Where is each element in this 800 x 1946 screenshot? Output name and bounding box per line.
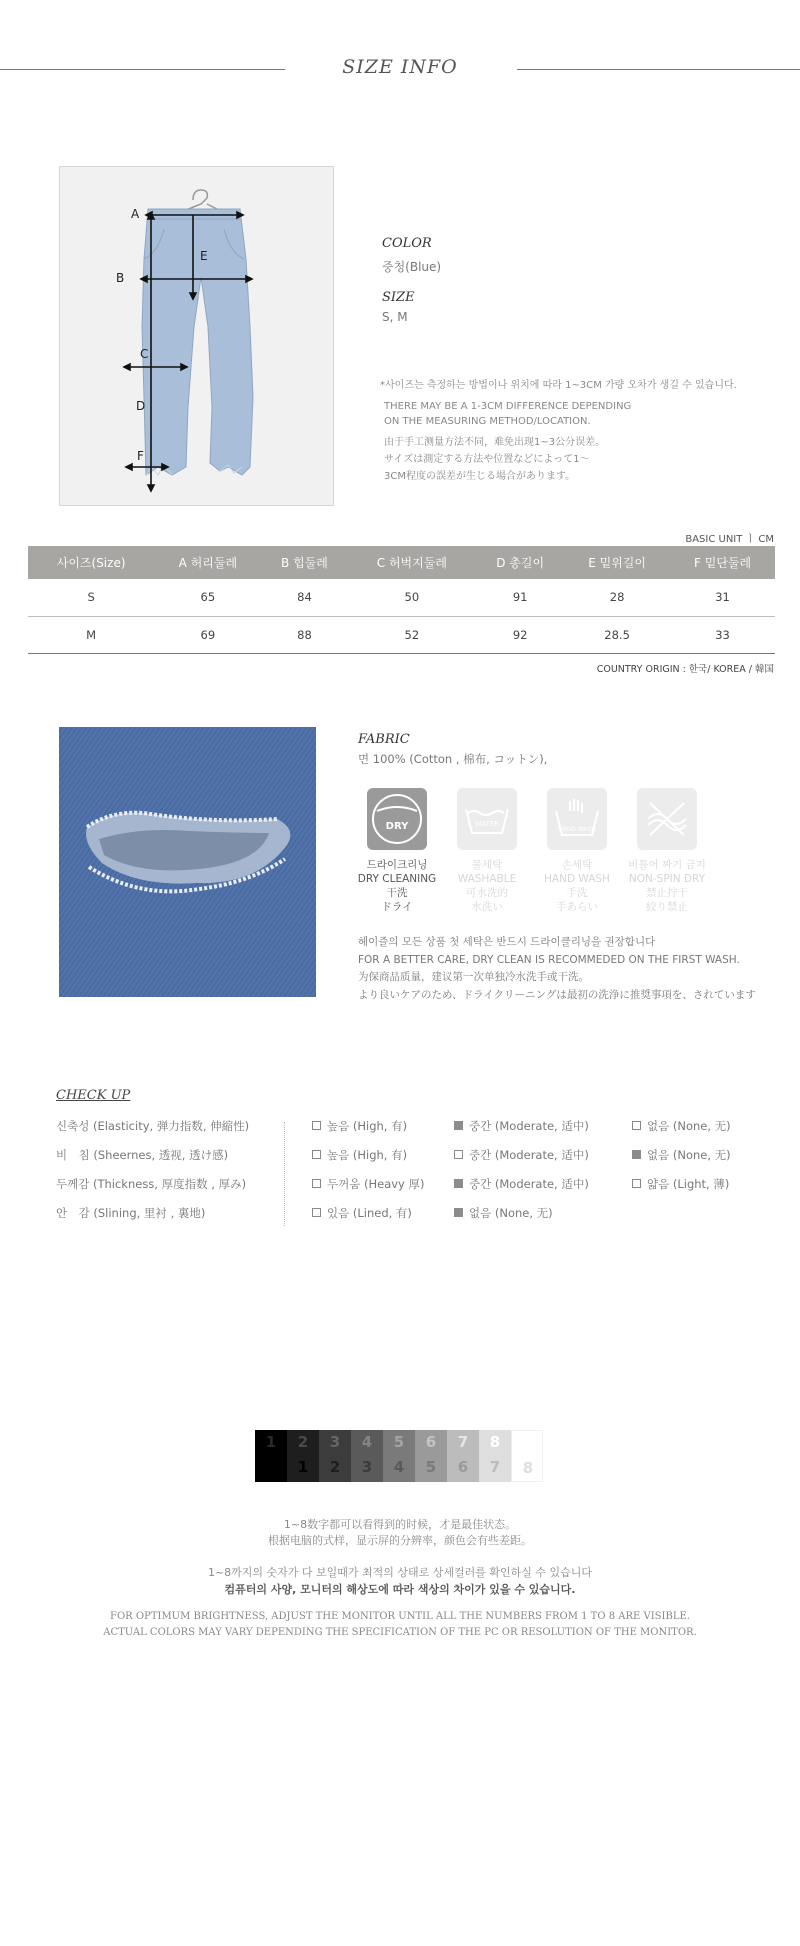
scale-cell: 1 xyxy=(255,1430,287,1482)
checkup-option: 없음 (None, 无) xyxy=(632,1147,731,1163)
monitor-note-en-1: FOR OPTIMUM BRIGHTNESS, ADJUST THE MONITOR UNTIL ALL THE NUMBERS FROM 1 TO 8 ARE VISIBLE. xyxy=(110,1611,690,1622)
header-size: 사이즈(Size) xyxy=(28,546,154,579)
table-cell: 91 xyxy=(476,579,564,616)
size-note-japanese-1: サイズは測定する方法や位置などによって1～ xyxy=(384,454,590,465)
care-line: 絞り禁止 xyxy=(646,901,688,913)
measurement-diagram xyxy=(59,166,334,506)
care-line: WASHABLE xyxy=(457,873,517,885)
checkup-option: 두꺼움 (Heavy 厚) xyxy=(312,1176,425,1192)
fabric-label: FABRIC xyxy=(358,732,410,747)
diagram-label-c: C xyxy=(140,347,149,361)
table-cell: 69 xyxy=(154,616,261,653)
care-washable xyxy=(442,788,532,914)
checkup-option: 높음 (High, 有) xyxy=(312,1147,407,1163)
table-cell: 65 xyxy=(154,579,261,616)
color-label: COLOR xyxy=(382,236,432,251)
dry-clean-icon xyxy=(367,788,427,850)
care-line: ドライ xyxy=(381,901,413,913)
monitor-note-en-2: ACTUAL COLORS MAY VARY DEPENDING THE SPECIFICATION OF THE PC OR RESOLUTION OF THE MONITOR. xyxy=(103,1627,697,1638)
checkup-label: 비 침 (Sheernes, 透视, 透け感) xyxy=(56,1148,229,1162)
size-table xyxy=(28,546,775,654)
care-line: 손세탁 xyxy=(561,859,593,871)
no-spin-dry-icon xyxy=(637,788,697,850)
header-thigh: C 허벅지둘레 xyxy=(347,546,476,579)
header-hip: B 힙둘레 xyxy=(261,546,347,579)
color-value: 중청(Blue) xyxy=(382,260,442,274)
size-note-japanese-2: 3CM程度の誤差が生じる場合があります。 xyxy=(384,471,576,482)
table-row xyxy=(28,616,775,653)
diagram-label-b: B xyxy=(116,271,125,285)
scale-cell: 6 5 xyxy=(415,1430,447,1482)
checkup-option: 중간 (Moderate, 适中) xyxy=(454,1118,589,1134)
size-note-english-1: THERE MAY BE A 1-3CM DIFFERENCE DEPENDING xyxy=(384,401,632,412)
care-line: DRY CLEANING xyxy=(357,873,437,885)
dry-clean-icon-text: DRY xyxy=(385,821,409,832)
size-value: S, M xyxy=(382,310,408,324)
checkup-label: 안 감 (Slining, 里衬 , 裏地) xyxy=(56,1206,206,1220)
monitor-note-cn-1: 1~8数字都可以看得到的时候，才是最佳状态。 xyxy=(283,1518,517,1531)
care-hand-wash xyxy=(532,788,622,914)
table-cell: 88 xyxy=(261,616,347,653)
basic-unit: BASIC UNIT ㅣ CM xyxy=(685,534,774,545)
wash-note-line: 为保商品质量，建议第一次单独冷水洗手或干洗。 xyxy=(358,971,589,983)
table-row xyxy=(28,579,775,616)
table-cell: 31 xyxy=(670,579,775,616)
checkbox-empty xyxy=(312,1121,321,1130)
table-cell: S xyxy=(28,579,154,616)
washable-icon-text: WATER xyxy=(474,820,500,828)
checkbox-filled xyxy=(454,1208,463,1217)
table-cell: 28 xyxy=(564,579,670,616)
checkup-label: 신축성 (Elasticity, 弹力指数, 伸縮性) xyxy=(56,1119,250,1133)
fabric-value: 면 100% (Cotton , 棉布, コットン), xyxy=(358,752,548,766)
care-dry-clean xyxy=(352,788,442,914)
page-title: SIZE INFO xyxy=(342,56,458,78)
checkup-option: 높음 (High, 有) xyxy=(312,1118,407,1134)
checkbox-filled xyxy=(454,1121,463,1130)
care-line: 手あらい xyxy=(556,901,598,913)
hand-wash-icon xyxy=(547,788,607,850)
scale-cell: 8 xyxy=(511,1430,543,1482)
care-line: 비틀어 짜기 금지 xyxy=(628,859,706,871)
monitor-note-kr-1: 1~8까지의 숫자가 다 보일때가 최적의 상태로 상세컬러를 확인하실 수 있습니다 xyxy=(207,1566,593,1579)
scale-cell: 7 6 xyxy=(447,1430,479,1482)
care-line: 드라이크리닝 xyxy=(366,859,428,871)
table-cell: 50 xyxy=(347,579,476,616)
checkup-option: 없음 (None, 无) xyxy=(454,1205,553,1221)
header-hem: F 밑단둘레 xyxy=(670,546,775,579)
scale-cell: 8 7 xyxy=(479,1430,511,1482)
care-line: HAND WASH xyxy=(544,873,610,885)
checkbox-empty xyxy=(454,1150,463,1159)
scale-cell: 4 3 xyxy=(351,1430,383,1482)
country-origin: COUNTRY ORIGIN : 한국/ KOREA / 韓国 xyxy=(596,664,774,675)
diagram-label-f: F xyxy=(137,449,144,463)
checkup-option: 중간 (Moderate, 适中) xyxy=(454,1147,589,1163)
checkup-option: 중간 (Moderate, 适中) xyxy=(454,1176,589,1192)
checkup-option: 없음 (None, 无) xyxy=(632,1118,731,1134)
care-line: 干洗 xyxy=(386,887,408,899)
washable-icon xyxy=(457,788,517,850)
checkbox-filled xyxy=(632,1150,641,1159)
checkup-option: 있음 (Lined, 有) xyxy=(312,1205,412,1221)
table-cell: M xyxy=(28,616,154,653)
checkbox-empty xyxy=(632,1179,641,1188)
checkup-option: 얇음 (Light, 薄) xyxy=(632,1176,729,1192)
monitor-note-cn-2: 根据电脑的式样，显示屏的分辨率，颜色会有些差距。 xyxy=(268,1534,532,1547)
scale-cell: 2 1 xyxy=(287,1430,319,1482)
hand-wash-icon-text: HAND WASH xyxy=(558,826,596,833)
wash-note-line: FOR A BETTER CARE, DRY CLEAN IS RECOMMEDED ON THE FIRST WASH. xyxy=(358,953,740,966)
table-cell: 92 xyxy=(476,616,564,653)
size-note-english-2: ON THE MEASURING METHOD/LOCATION. xyxy=(384,416,591,427)
wash-notes xyxy=(358,934,756,1004)
diagram-label-e: E xyxy=(200,249,208,263)
checkbox-empty xyxy=(312,1208,321,1217)
care-line: 물세탁 xyxy=(471,859,503,871)
checkbox-empty xyxy=(312,1179,321,1188)
header-length: D 총길이 xyxy=(476,546,564,579)
size-note-chinese: 由于手工测量方法不同，难免出现1~3公分误差。 xyxy=(384,437,606,448)
table-cell: 28.5 xyxy=(564,616,670,653)
care-line: 水洗い xyxy=(471,901,503,913)
wash-note-line: 헤이즐의 모든 상품 첫 세탁은 반드시 드라이클리닝을 권장합니다 xyxy=(358,936,656,948)
monitor-note-kr-2: 컴퓨터의 사양, 모니터의 해상도에 따라 색상의 차이가 있을 수 있습니다. xyxy=(224,1583,576,1596)
table-cell: 52 xyxy=(347,616,476,653)
size-label: SIZE xyxy=(382,290,415,305)
brightness-scale xyxy=(255,1430,543,1482)
care-line: NON-SPIN DRY xyxy=(628,873,706,885)
fabric-photo xyxy=(59,727,316,997)
care-line: 禁止拧干 xyxy=(646,887,688,899)
table-cell: 33 xyxy=(670,616,775,653)
diagram-label-a: A xyxy=(131,207,140,221)
care-line: 手洗 xyxy=(566,887,588,899)
checkbox-empty xyxy=(312,1150,321,1159)
wash-note-line: より良いケアのため、ドライクリーニングは最初の洗浄に推奨事項を、されています xyxy=(358,988,756,1001)
size-note-korean: *사이즈는 측정하는 방법이나 위치에 따라 1~3CM 가량 오차가 생길 수 있습니다. xyxy=(380,380,737,391)
header-waist: A 허리둘레 xyxy=(154,546,261,579)
checkbox-filled xyxy=(454,1179,463,1188)
checkup-title: CHECK UP xyxy=(56,1088,131,1103)
table-cell: 84 xyxy=(261,579,347,616)
checkup-label: 두께감 (Thickness, 厚度指数 , 厚み) xyxy=(56,1177,247,1191)
diagram-label-d: D xyxy=(136,399,146,413)
scale-cell: 3 2 xyxy=(319,1430,351,1482)
size-table-header xyxy=(28,546,775,579)
care-line: 可水洗的 xyxy=(466,887,508,899)
scale-cell: 5 4 xyxy=(383,1430,415,1482)
header-rise: E 밑위길이 xyxy=(564,546,670,579)
care-no-spin xyxy=(622,788,712,914)
checkbox-empty xyxy=(632,1121,641,1130)
